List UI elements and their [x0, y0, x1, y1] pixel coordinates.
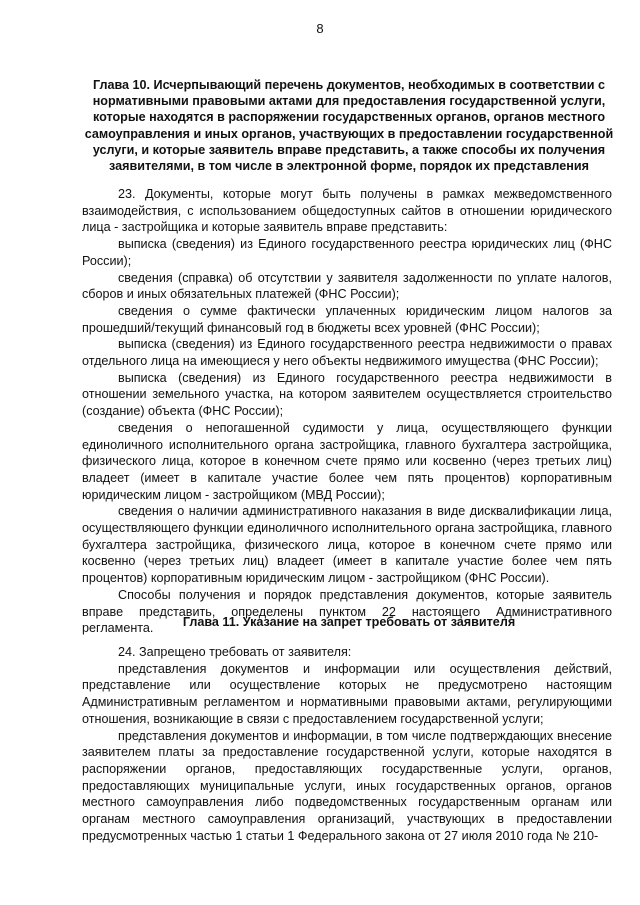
list-item: сведения о сумме фактически уплаченных юридическим лицом налогов за прошедший/текущий финансовый год в бюджеты всех уровней (ФНС России);	[82, 303, 612, 335]
page-number: 8	[316, 21, 324, 36]
list-item: сведения о наличии административного наказания в виде дисквалификации лица, осуществляющего функции единоличного исполнительного органа застройщика, главного бухгалтера застройщика, физического лица, которое в конечном счете прямо или косвенно (через третьих лиц) владеет (имеет в капитале участие более чем пять процентов) корпоративным юридическим лицом - застройщиком (ФНС России).	[82, 504, 612, 586]
list-item: выписка (сведения) из Единого государственного реестра юридических лиц (ФНС России);	[82, 237, 612, 268]
list-item: выписка (сведения) из Единого государственного реестра недвижимости в отношении земельного участка, на котором заявителем осуществляется строительство (создание) объекта (ФНС России);	[82, 370, 612, 419]
list-item: выписка (сведения) из Единого государственного реестра недвижимости о правах отдельного лица на имеющиеся у него объекты недвижимого имущества (ФНС России);	[82, 337, 612, 369]
paragraph-23-intro: 23. Документы, которые могут быть получены в рамках межведомственного взаимодействия, с использованием общедоступных сайтов в отношении юридического лица - застройщика и которые заявитель вправе представить:	[82, 187, 612, 235]
paragraph-methods: Способы получения и порядок представления документов, которые заявитель вправе представить, определены пунктом 22 настоящего Административного регламента.	[82, 587, 612, 636]
chapter-11-body	[82, 644, 612, 844]
chapter-11-heading: Глава 11. Указание на запрет требовать от заявителя	[182, 615, 516, 629]
list-item: представления документов и информации или осуществления действий, представление или осуществление которых не предусмотрено настоящим Административным регламентом и нормативными правовыми актами, регулирующими отношения, возникающие в связи с предоставлением государственной услуги;	[82, 661, 612, 726]
paragraph-24-intro: 24. Запрещено требовать от заявителя:	[118, 645, 352, 659]
chapter-10-body	[82, 186, 612, 637]
list-item: сведения о непогашенной судимости у лица, осуществляющего функции единоличного исполнительного органа застройщика, главного бухгалтера застройщика, физического лица, которое в конечном счете прямо или косвенно (через третьих лиц) владеет (имеет в капитале участие более чем пять процентов) корпоративным юридическим лицом - застройщиком (МВД России);	[82, 420, 612, 502]
list-item: сведения (справка) об отсутствии у заявителя задолженности по уплате налогов, сборов и иных обязательных платежей (ФНС России);	[82, 270, 612, 302]
list-item: представления документов и информации, в том числе подтверждающих внесение заявителем платы за предоставление государственной услуги, которые находятся в распоряжении органов, предоставляющих государственные услуги, органов, предоставляющих муниципальные услуги, иных государственных органов, органов местного самоуправления либо подведомственных государственным органам или органам местного самоуправления организаций, участвующих в предоставлении предусмотренных частью 1 статьи 1 Федерального закона от 27 июля 2010 года № 210-	[82, 728, 612, 843]
chapter-10-heading: Глава 10. Исчерпывающий перечень документов, необходимых в соответствии с нормативными правовыми актами для предоставления государственной услуги, которые находятся в распоряжении государственных органов, органов местного самоуправления и иных органов, участвующих в предоставлении государственной услуги, и которые заявитель вправе представить, а также способы их получения заявителями, в том числе в электронной форме, порядок их представления	[84, 78, 614, 174]
